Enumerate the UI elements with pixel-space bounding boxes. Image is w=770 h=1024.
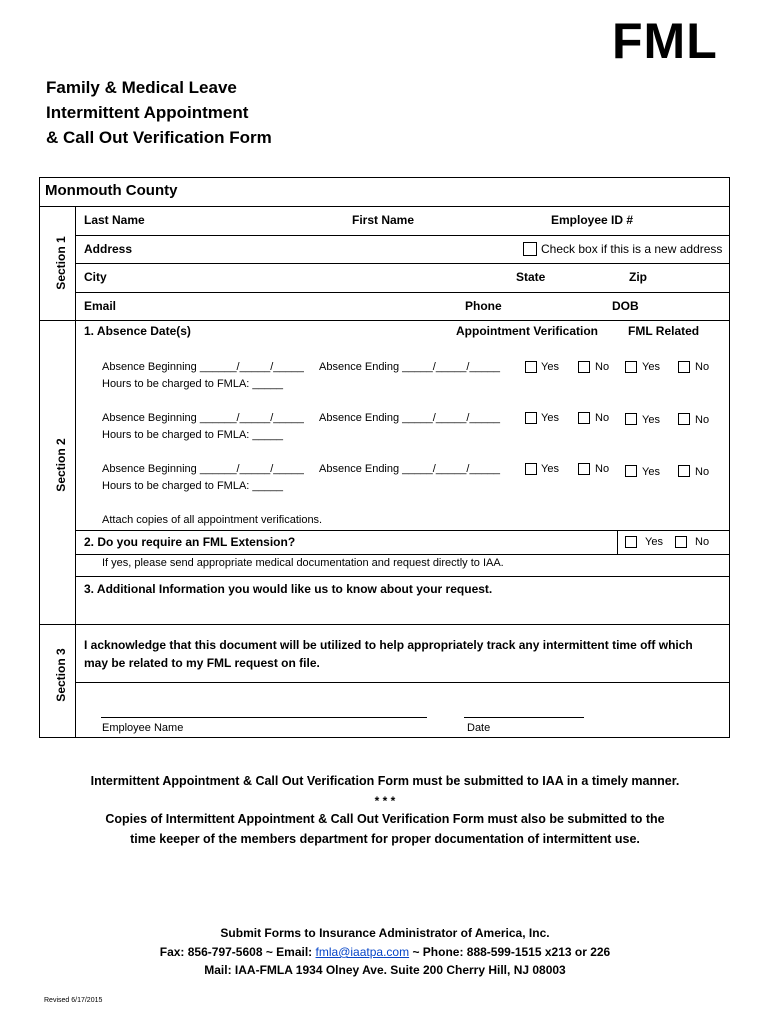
divider (39, 206, 730, 207)
fml-no-checkbox[interactable] (678, 413, 690, 425)
fml-related-heading: FML Related (628, 324, 700, 338)
form-title-line-1: Family & Medical Leave (46, 78, 237, 97)
first-name-field[interactable]: First Name (352, 213, 415, 227)
section-3-label: Section 3 (54, 648, 68, 702)
no-label: No (595, 463, 610, 475)
appointment-no-checkbox[interactable] (578, 412, 590, 424)
divider (75, 576, 730, 577)
mailing-address: Mail: IAA-FMLA 1934 Olney Ave. Suite 200 Cherry Hill, NJ 08003 (204, 963, 566, 977)
new-address-label: Check box if this is a new address (541, 242, 723, 256)
absence-dates-heading: 1. Absence Date(s) (84, 324, 191, 338)
yes-label: Yes (642, 361, 660, 373)
absence-ending-field[interactable]: Absence Ending _____/_____/_____ (319, 361, 501, 373)
hours-fmla-field[interactable]: Hours to be charged to FMLA: _____ (102, 480, 283, 492)
appointment-yes-checkbox[interactable] (525, 412, 537, 424)
fml-logo: FML (612, 13, 718, 69)
date-signature-line[interactable] (464, 717, 584, 718)
appointment-yes-checkbox[interactable] (525, 361, 537, 373)
form-title-line-3: & Call Out Verification Form (46, 128, 272, 147)
zip-field[interactable]: Zip (629, 270, 647, 284)
no-label: No (695, 466, 710, 478)
form-frame (39, 177, 730, 738)
appointment-no-checkbox[interactable] (578, 361, 590, 373)
hours-fmla-field[interactable]: Hours to be charged to FMLA: _____ (102, 429, 283, 441)
absence-beginning-field[interactable]: Absence Beginning ______/_____/_____ (102, 463, 304, 475)
submit-to: Submit Forms to Insurance Administrator of America, Inc. (220, 926, 550, 940)
divider (75, 554, 730, 555)
state-field[interactable]: State (516, 270, 546, 284)
additional-info-field[interactable]: 3. Additional Information you would like us to know about your request. (84, 582, 493, 596)
yes-label: Yes (541, 361, 559, 373)
divider (617, 530, 618, 554)
phone-text: ~ Phone: 888-599-1515 x213 or 226 (412, 945, 611, 959)
date-label: Date (467, 722, 491, 734)
no-label: No (595, 361, 610, 373)
absence-beginning-field[interactable]: Absence Beginning ______/_____/_____ (102, 361, 304, 373)
email-field[interactable]: Email (84, 299, 117, 313)
employee-name-signature-line[interactable] (101, 717, 427, 718)
yes-label: Yes (642, 466, 660, 478)
acknowledgement-line-2: may be related to my FML request on file. (84, 656, 320, 670)
appointment-verification-heading: Appointment Verification (456, 324, 599, 338)
divider (75, 263, 730, 264)
fax-text: Fax: 856-797-5608 ~ Email: (159, 945, 313, 959)
employee-name-label: Employee Name (102, 722, 184, 734)
revised-date: Revised 6/17/2015 (44, 997, 103, 1004)
hours-fmla-field[interactable]: Hours to be charged to FMLA: _____ (102, 378, 283, 390)
city-field[interactable]: City (84, 270, 107, 284)
county-name: Monmouth County (45, 182, 178, 199)
fml-no-checkbox[interactable] (678, 361, 690, 373)
extension-no-checkbox[interactable] (675, 536, 687, 548)
form-title-line-2: Intermittent Appointment (46, 103, 249, 122)
yes-label: Yes (541, 412, 559, 424)
yes-label: Yes (642, 414, 660, 426)
employee-id-field[interactable]: Employee ID # (551, 213, 634, 227)
divider (75, 682, 730, 683)
appointment-no-checkbox[interactable] (578, 463, 590, 475)
phone-field[interactable]: Phone (465, 299, 502, 313)
yes-label: Yes (645, 536, 663, 548)
divider (75, 530, 730, 531)
section-divider (39, 320, 730, 321)
extension-yes-checkbox[interactable] (625, 536, 637, 548)
timekeeper-notice-line-1: Copies of Intermittent Appointment & Call Out Verification Form must also be submitted to the (105, 812, 665, 826)
extension-note: If yes, please send appropriate medical documentation and request directly to IAA. (102, 557, 504, 569)
last-name-field[interactable]: Last Name (84, 213, 145, 227)
divider (75, 235, 730, 236)
new-address-checkbox[interactable] (523, 242, 537, 256)
attach-verifications-note: Attach copies of all appointment verifications. (102, 514, 323, 526)
no-label: No (695, 361, 710, 373)
fml-no-checkbox[interactable] (678, 465, 690, 477)
no-label: No (595, 412, 610, 424)
contact-line (0, 945, 770, 959)
address-field[interactable]: Address (84, 242, 133, 256)
section-1-label: Section 1 (54, 236, 68, 290)
email-link[interactable]: fmla@iaatpa.com (315, 945, 410, 959)
section-column-divider (75, 206, 76, 738)
no-label: No (695, 536, 710, 548)
no-label: No (695, 414, 710, 426)
absence-beginning-field[interactable]: Absence Beginning ______/_____/_____ (102, 412, 304, 424)
fml-yes-checkbox[interactable] (625, 361, 637, 373)
section-divider (39, 624, 730, 625)
absence-ending-field[interactable]: Absence Ending _____/_____/_____ (319, 412, 501, 424)
separator-stars: * * * (374, 794, 396, 808)
fml-extension-question: 2. Do you require an FML Extension? (84, 535, 296, 549)
dob-field[interactable]: DOB (612, 299, 639, 313)
fml-yes-checkbox[interactable] (625, 465, 637, 477)
timekeeper-notice-line-2: time keeper of the members department for proper documentation of intermittent use. (130, 832, 640, 846)
section-2-label: Section 2 (54, 438, 68, 492)
acknowledgement-line-1: I acknowledge that this document will be utilized to help appropriately track any intermittent time off which (84, 638, 693, 652)
yes-label: Yes (541, 463, 559, 475)
submission-notice: Intermittent Appointment & Call Out Verification Form must be submitted to IAA in a timely manner. (90, 774, 680, 788)
absence-ending-field[interactable]: Absence Ending _____/_____/_____ (319, 463, 501, 475)
appointment-yes-checkbox[interactable] (525, 463, 537, 475)
divider (75, 292, 730, 293)
fml-yes-checkbox[interactable] (625, 413, 637, 425)
